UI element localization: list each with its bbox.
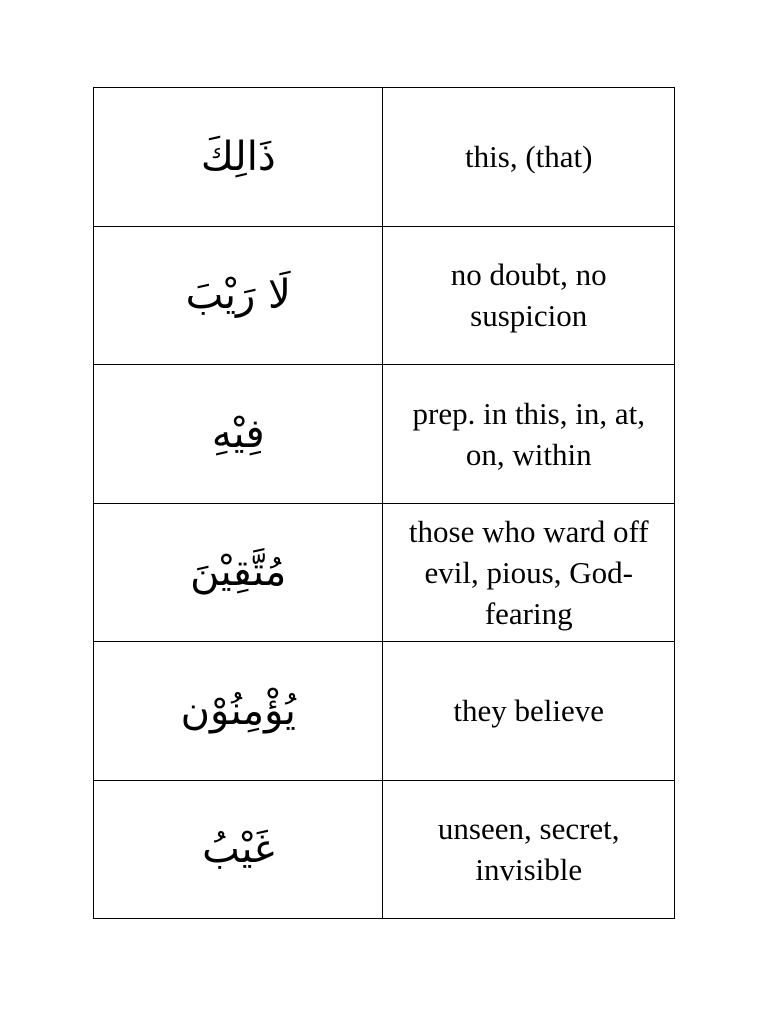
table-row (94, 88, 675, 227)
english-meaning-cell: prep. in this, in, at, on, within (383, 365, 675, 504)
arabic-word-cell: مُتَّقِيْنَ (94, 503, 383, 642)
arabic-word-cell: يُؤْمِنُوْن (94, 642, 383, 781)
table-row (94, 503, 675, 642)
arabic-word-cell: ذَالِكَ (94, 88, 383, 227)
arabic-word-cell: فِيْهِ (94, 365, 383, 504)
arabic-word-cell: لَا رَيْبَ (94, 226, 383, 365)
english-meaning-cell: they believe (383, 642, 675, 781)
english-meaning-cell: this, (that) (383, 88, 675, 227)
table-row (94, 226, 675, 365)
table-row (94, 642, 675, 781)
vocabulary-table (93, 87, 675, 919)
table-row (94, 365, 675, 504)
arabic-word-cell: غَيْبُ (94, 780, 383, 919)
table-row (94, 780, 675, 919)
english-meaning-cell: no doubt, no suspicion (383, 226, 675, 365)
english-meaning-cell: those who ward off evil, pious, God-fearing (383, 503, 675, 642)
english-meaning-cell: unseen, secret, invisible (383, 780, 675, 919)
